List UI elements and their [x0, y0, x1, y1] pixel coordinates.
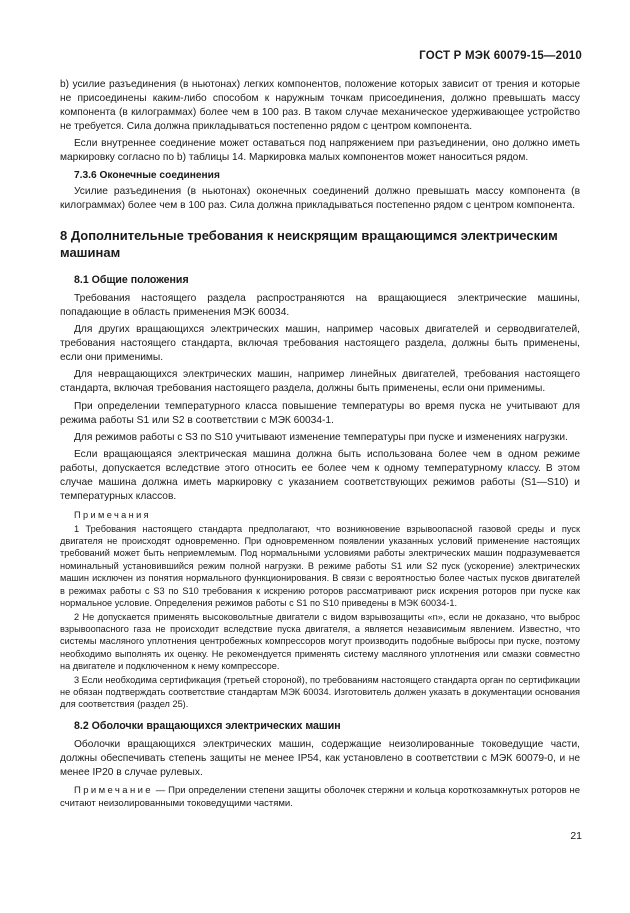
note-item: 3 Если необходима сертификация (третьей стороной), по требованиям настоящего стандарта орган по сертификации не обязан подтверждать соответствие стандартам МЭК 60034. Изготовитель должен указать в документации основания для соответствия (раздел 25).	[60, 674, 580, 710]
paragraph: Оболочки вращающихся электрических машин, содержащие неизолированные токоведущие части, должны обеспечивать степень защиты не менее IP54, как установлено в соответствии с МЭК 60079-0, и не менее IP20 в случае рулевых.	[60, 738, 580, 778]
standard-header: ГОСТ Р МЭК 60079-15—2010	[419, 50, 582, 62]
subsection-heading: 8.1 Общие положения	[74, 273, 189, 286]
page-number: 21	[570, 830, 582, 842]
paragraph: Для невращающихся электрических машин, например линейных двигателей, требования настоящего стандарта, включая требования настоящего раздела, должны быть применены, если они применимы.	[60, 369, 580, 395]
subclause-heading: 7.3.6 Оконечные соединения	[74, 169, 220, 181]
note-item: 2 Не допускается применять высоковольтные двигатели с видом взрывозащиты «n», если не доказано, что выброс взрывоопасного газа не происходит вследствие пуска двигателя, а является независимым явлением. Известно, что системы масляного уплотнения центробежных компрессоров могут производить подобные выбросы при пуске, поэтому необходимо выполнять их оценку. Не рекомендуется применять систему масляного уплотнения или смазки совместно на двигателе и подключенном к нему компрессоре.	[60, 611, 580, 672]
note-item: 1 Требования настоящего стандарта предполагают, что возникновение взрывоопасной газовой среды и пуск двигателя не происходят одновременно. При одновременном появлении указанных условий применение настоящих требований может быть неприемлемым. Под нормальными условиями работы электрических машин подразумевается номинальный установившийся режим полной нагрузки. В режиме работы S1 или S2 пуск (ускорение) электрических машин исключен из понятия нормального функционирования. В связи с вероятностью более частых пусков двигателей в режимах работы с S3 по S10 требования к искрению роторов рассматривают риск искрения роторов при пуске как нормальное условие. Определения режимов работы с S1 по S10 приведены в МЭК 60034-1.	[60, 523, 580, 609]
paragraph: Если внутреннее соединение может оставаться под напряжением при разъединении, оно должно иметь маркировку согласно по b) таблицы 14. Маркировка малых компонентов может наноситься рядом.	[60, 138, 580, 164]
paragraph: Для других вращающихся электрических машин, например часовых двигателей и серводвигателей, требования настоящего стандарта, включая требования настоящего раздела, должны быть применены, если они применимы.	[60, 324, 580, 364]
inline-note-label: Примечание	[74, 785, 153, 797]
inline-note-text: — При определении степени защиты оболочек стержни и кольца короткозамкнутых роторов не считают неизолированными токоведущими частями.	[60, 785, 580, 810]
subsection-heading: 8.2 Оболочки вращающихся электрических машин	[74, 719, 341, 732]
paragraph: Требования настоящего раздела распространяются на вращающиеся электрические машины, попадающие в область применения МЭК 60034.	[60, 292, 580, 318]
paragraph: Усилие разъединения (в ньютонах) оконечных соединений должно превышать массу компонента (в килограммах) более чем в 100 раз. Сила должна прикладываться постепенно рядом с центром компонента.	[60, 185, 580, 211]
section-heading: 8 Дополнительные требования к неискрящим вращающимся электрическим машинам	[60, 227, 558, 260]
notes-heading: Примечания	[74, 510, 152, 521]
inline-note	[60, 784, 580, 810]
paragraph: Если вращающаяся электрическая машина должна быть использована более чем в одном режиме работы, допускается вследствие этого относить ее более чем к одному температурному классу. В этом случае машина должна иметь маркировку с указанием соответствующих режимов работы (S1—S10) и температурных классов.	[60, 448, 580, 503]
page-content	[60, 78, 580, 810]
paragraph: При определении температурного класса повышение температуры во время пуска не учитывают для режима работы S1 или S2 в соответствии с МЭК 60034-1.	[60, 400, 580, 426]
paragraph: b) усилие разъединения (в ньютонах) легких компонентов, положение которых зависит от трения и которые не присоединены каким-либо способом к наружным точкам присоединения, должно превышать массу компонента (в килограммах) более чем в 100 раз. В таком случае механическое удерживающее устройство не требуется. Сила должна прикладываться постепенно рядом с центром компонента.	[60, 79, 580, 133]
paragraph: Для режимов работы с S3 по S10 учитывают изменение температуры при пуске и изменениях нагрузки.	[74, 431, 568, 443]
